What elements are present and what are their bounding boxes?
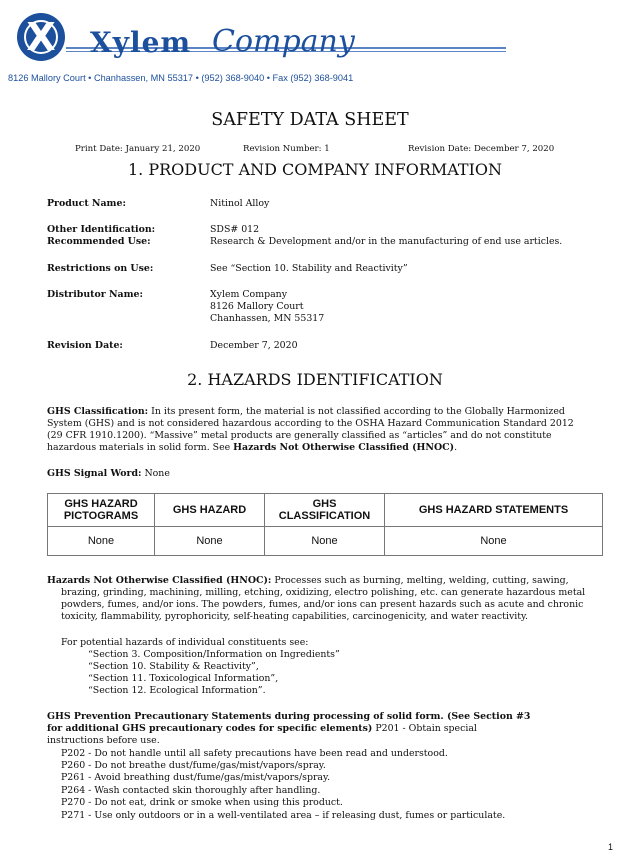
hnoc-line: brazing, grinding, machining, milling, etching, oxidizing, electro polishing, etc. can generate hazardous metal <box>61 587 586 598</box>
other-id-label: Other Identification: <box>47 224 156 235</box>
ghs-classification-text: . <box>454 442 458 453</box>
p-statement: P270 - Do not eat, drink or smoke when using this product. <box>61 797 343 808</box>
product-name-value: Nitinol Alloy <box>210 198 270 209</box>
section2-heading: 2. HAZARDS IDENTIFICATION <box>187 370 443 389</box>
p-statement: P261 - Avoid breathing dust/fume/gas/mist/vapors/spray. <box>61 772 331 783</box>
header-line: PICTOGRAMS <box>63 510 139 522</box>
table-header-row <box>48 494 603 527</box>
header-line: GHS HAZARD <box>172 504 247 516</box>
p201-text: P201 - Obtain special <box>372 723 477 734</box>
hnoc-line <box>47 575 569 587</box>
prevention-heading: GHS Prevention Precautionary Statements during processing of solid form. (See Section #3 <box>47 711 531 722</box>
constituent-item: “Section 11. Toxicological Information”, <box>88 673 279 684</box>
header-line: GHS HAZARD STATEMENTS <box>418 504 569 516</box>
other-id-value: SDS# 012 <box>210 224 260 235</box>
ghs-classification-line <box>47 442 457 454</box>
ghs-classification-line: (29 CFR 1910.1200). “Massive” metal products are generally classified as “articles” and do not constitute <box>47 430 552 441</box>
company-address: 8126 Mallory Court • Chanhassen, MN 55317 • (952) 368-9040 • Fax (952) 368-9041 <box>8 73 354 83</box>
table-header-pictograms <box>48 494 155 527</box>
p-statement: P260 - Do not breathe dust/fume/gas/mist/vapors/spray. <box>61 760 326 771</box>
table-header-classification <box>265 494 385 527</box>
table-header-statements <box>385 494 603 527</box>
table-header-hazard <box>155 494 265 527</box>
section1-heading: 1. PRODUCT AND COMPANY INFORMATION <box>127 160 503 179</box>
ghs-classification-line <box>47 406 565 418</box>
distributor-label: Distributor Name: <box>47 289 143 300</box>
prevention-line <box>47 723 477 735</box>
recommended-use-value: Research & Development and/or in the manufacturing of end use articles. <box>210 236 563 247</box>
doc-title: SAFETY DATA SHEET <box>211 110 409 130</box>
page-number: 1 <box>607 842 613 852</box>
revision-date-value: December 7, 2020 <box>210 340 298 351</box>
print-date: Print Date: January 21, 2020 <box>75 144 201 154</box>
ghs-hazard-table <box>47 493 603 556</box>
distributor-line: Xylem Company <box>210 289 288 300</box>
hnoc-line: powders, fumes, and/or ions. The powders, fumes, and/or ions can present hazards such as acute and chronic <box>61 599 584 610</box>
revision-date-label: Revision Date: <box>47 340 123 351</box>
hnoc-text: Processes such as burning, melting, welding, cutting, sawing, <box>271 575 569 586</box>
recommended-use-label: Recommended Use: <box>47 236 151 247</box>
revision-number: Revision Number: 1 <box>243 144 330 154</box>
restrictions-label: Restrictions on Use: <box>47 263 154 274</box>
distributor-line: 8126 Mallory Court <box>210 301 304 312</box>
signal-word-label: GHS Signal Word: <box>47 468 142 479</box>
distributor-line: Chanhassen, MN 55317 <box>210 313 325 324</box>
table-cell: None <box>48 527 155 556</box>
constituent-item: “Section 10. Stability & Reactivity”, <box>88 661 259 672</box>
table-cell: None <box>265 527 385 556</box>
signal-word-line <box>47 468 170 480</box>
table-row <box>48 527 603 556</box>
constituents-intro: For potential hazards of individual constituents see: <box>61 637 309 648</box>
hnoc-line: toxicity, flammability, pyrophoricity, self-heating capabilities, carcinogenicity, and water reactivity. <box>61 611 529 622</box>
ghs-classification-label: GHS Classification: <box>47 406 149 417</box>
header-line: GHS HAZARD <box>64 498 138 510</box>
header-line: GHS <box>312 498 337 510</box>
constituent-item: “Section 12. Ecological Information”. <box>88 685 266 696</box>
hnoc-label: Hazards Not Otherwise Classified (HNOC): <box>47 575 272 586</box>
logo-letter: X <box>26 15 56 59</box>
hnoc-reference: Hazards Not Otherwise Classified (HNOC) <box>233 442 455 453</box>
brand-name: Xylem <box>90 26 192 59</box>
ghs-classification-text: In its present form, the material is not classified according to the Globally Harmonized <box>148 406 565 417</box>
signal-word-value: None <box>141 468 170 479</box>
prevention-line: instructions before use. <box>47 735 160 746</box>
brand-script: Company <box>212 24 355 59</box>
constituent-item: “Section 3. Composition/Information on Ingredients” <box>88 649 340 660</box>
product-name-label: Product Name: <box>47 198 126 209</box>
ghs-classification-text: hazardous materials in solid form. See <box>47 442 234 453</box>
p-statement: P271 - Use only outdoors or in a well-ventilated area – if releasing dust, fumes or particulate. <box>61 810 506 821</box>
table-cell: None <box>385 527 603 556</box>
company-logo-mark <box>17 13 65 61</box>
header-line: CLASSIFICATION <box>278 510 371 522</box>
prevention-heading-cont: for additional GHS precautionary codes for specific elements) <box>47 723 373 734</box>
table-cell: None <box>155 527 265 556</box>
restrictions-value: See “Section 10. Stability and Reactivity” <box>210 263 408 274</box>
revision-date-header: Revision Date: December 7, 2020 <box>408 144 555 154</box>
ghs-classification-line: System (GHS) and is not considered hazardous according to the OSHA Hazard Communication Standard 2012 <box>47 418 574 429</box>
p-statement: P264 - Wash contacted skin thoroughly after handling. <box>61 785 321 796</box>
p-statement: P202 - Do not handle until all safety precautions have been read and understood. <box>61 748 448 759</box>
